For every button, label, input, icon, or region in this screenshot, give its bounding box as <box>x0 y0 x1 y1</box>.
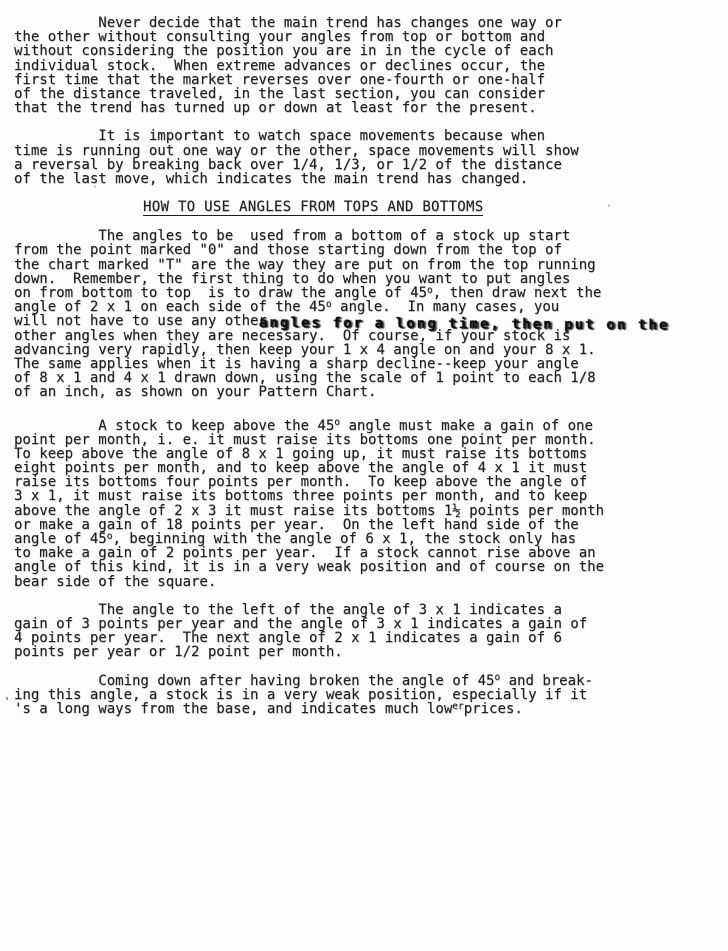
text-line: Never decide that the main trend has changes one way or <box>14 15 562 31</box>
text-line: angle of 2 x 1 on each side of the 45o angle. In many cases, you <box>14 298 560 316</box>
text-line: It is important to watch space movements because when <box>14 128 546 145</box>
text-line: on from bottom to top is to draw the angle of 45o, then draw next the <box>14 284 602 302</box>
text-line: 's a long ways from the base, and indicates much lowerprices. <box>14 700 523 717</box>
text-line: the chart marked "T" are the way they are put on from the top running <box>14 256 596 273</box>
section-heading-text: HOW TO USE ANGLES FROM TOPS AND BOTTOMS <box>143 199 484 216</box>
text-line: A stock to keep above the 45o angle must make a gain of one <box>14 417 593 434</box>
paragraph <box>14 603 714 660</box>
text-line: other angles when they are necessary. Of course, if your stock is <box>14 327 571 344</box>
text-line: bear side of the square. <box>14 573 217 590</box>
text-line: raise its bottoms four points per month. To keep above the angle of <box>14 474 588 491</box>
text-line: point per month, i. e. it must raise its bottoms one point per month. <box>14 431 596 448</box>
paragraph <box>14 16 714 115</box>
text-line: The angles to be used from a bottom of a stock up start <box>14 228 571 245</box>
text-line: of the distance traveled, in the last section, you can consider <box>14 85 546 102</box>
text-line: above the angle of 2 x 3 it must raise its bottoms 1½ points per month <box>14 502 605 519</box>
text-line: that the trend has turned up or down at least for the present. <box>14 100 537 117</box>
paragraph <box>14 129 714 186</box>
overstruck-text: angles for a long time, then put on the <box>259 315 670 334</box>
text-line: down. Remember, the first thing to do when you want to put angles <box>14 270 571 287</box>
text-line: first time that the market reverses over one-fourth or one-half <box>14 71 546 88</box>
text-line: a reversal by breaking back over 1/4, 1/3, or 1/2 of the distance <box>14 156 562 173</box>
text-line: Coming down after having broken the angle of 45o and break- <box>14 672 593 689</box>
section-heading <box>143 200 714 216</box>
text-line: ing this angle, a stock is in a very weak position, especially if it <box>14 686 588 703</box>
text-line: The same applies when it is having a sharp decline--keep your angle <box>14 355 579 372</box>
paragraph <box>14 674 714 717</box>
text-line: advancing very rapidly, then keep your 1 x 4 angle on and your 8 x 1. <box>14 341 596 358</box>
text-line: from the point marked "0" and those starting down from the top of <box>14 242 562 259</box>
text-line: individual stock. When extreme advances or declines occur, the <box>14 57 546 74</box>
text-line: points per year or 1/2 point per month. <box>14 644 343 661</box>
text-line: time is running out one way or the other, space movements will show <box>14 142 579 159</box>
text-line: The angle to the left of the angle of 3 x 1 indicates a <box>14 601 562 618</box>
text-line: 4 points per year. The next angle of 2 x 1 indicates a gain of 6 <box>14 630 562 647</box>
document-content <box>14 16 714 716</box>
paragraph <box>14 229 714 399</box>
text-line: angle of 45o, beginning with the angle of 6 x 1, the stock only has <box>14 530 577 548</box>
text-line: eight points per month, and to keep above the angle of 4 x 1 it must <box>14 460 588 477</box>
text-line: To keep above the angle of 8 x 1 going up, it must raise its bottoms <box>14 445 588 462</box>
text-line: or make a gain of 18 points per year. On the left hand side of the <box>14 516 579 533</box>
text-line: of an inch, as shown on your Pattern Chart. <box>14 384 377 401</box>
text-line: the other without consulting your angles from top or bottom and <box>14 29 546 46</box>
text-line: to make a gain of 2 points per year. If a stock cannot rise above an <box>14 545 596 562</box>
paragraph <box>14 414 714 589</box>
text-line: without considering the position you are in in the cycle of each <box>14 43 554 60</box>
text-line: of 8 x 1 and 4 x 1 drawn down, using the scale of 1 point to each 1/8 <box>14 370 596 387</box>
text-line: gain of 3 points per year and the angle of 3 x 1 indicates a gain of <box>14 615 588 632</box>
text-line: angle of this kind, it is in a very weak position and of course on the <box>14 559 605 576</box>
text-line: 3 x 1, it must raise its bottoms three points per month, and to keep <box>14 488 588 505</box>
text-line: of the last move, which indicates the main trend has changed. <box>14 170 529 187</box>
text-line: will not have to use any other angles for a long time, then put on the <box>14 313 670 334</box>
